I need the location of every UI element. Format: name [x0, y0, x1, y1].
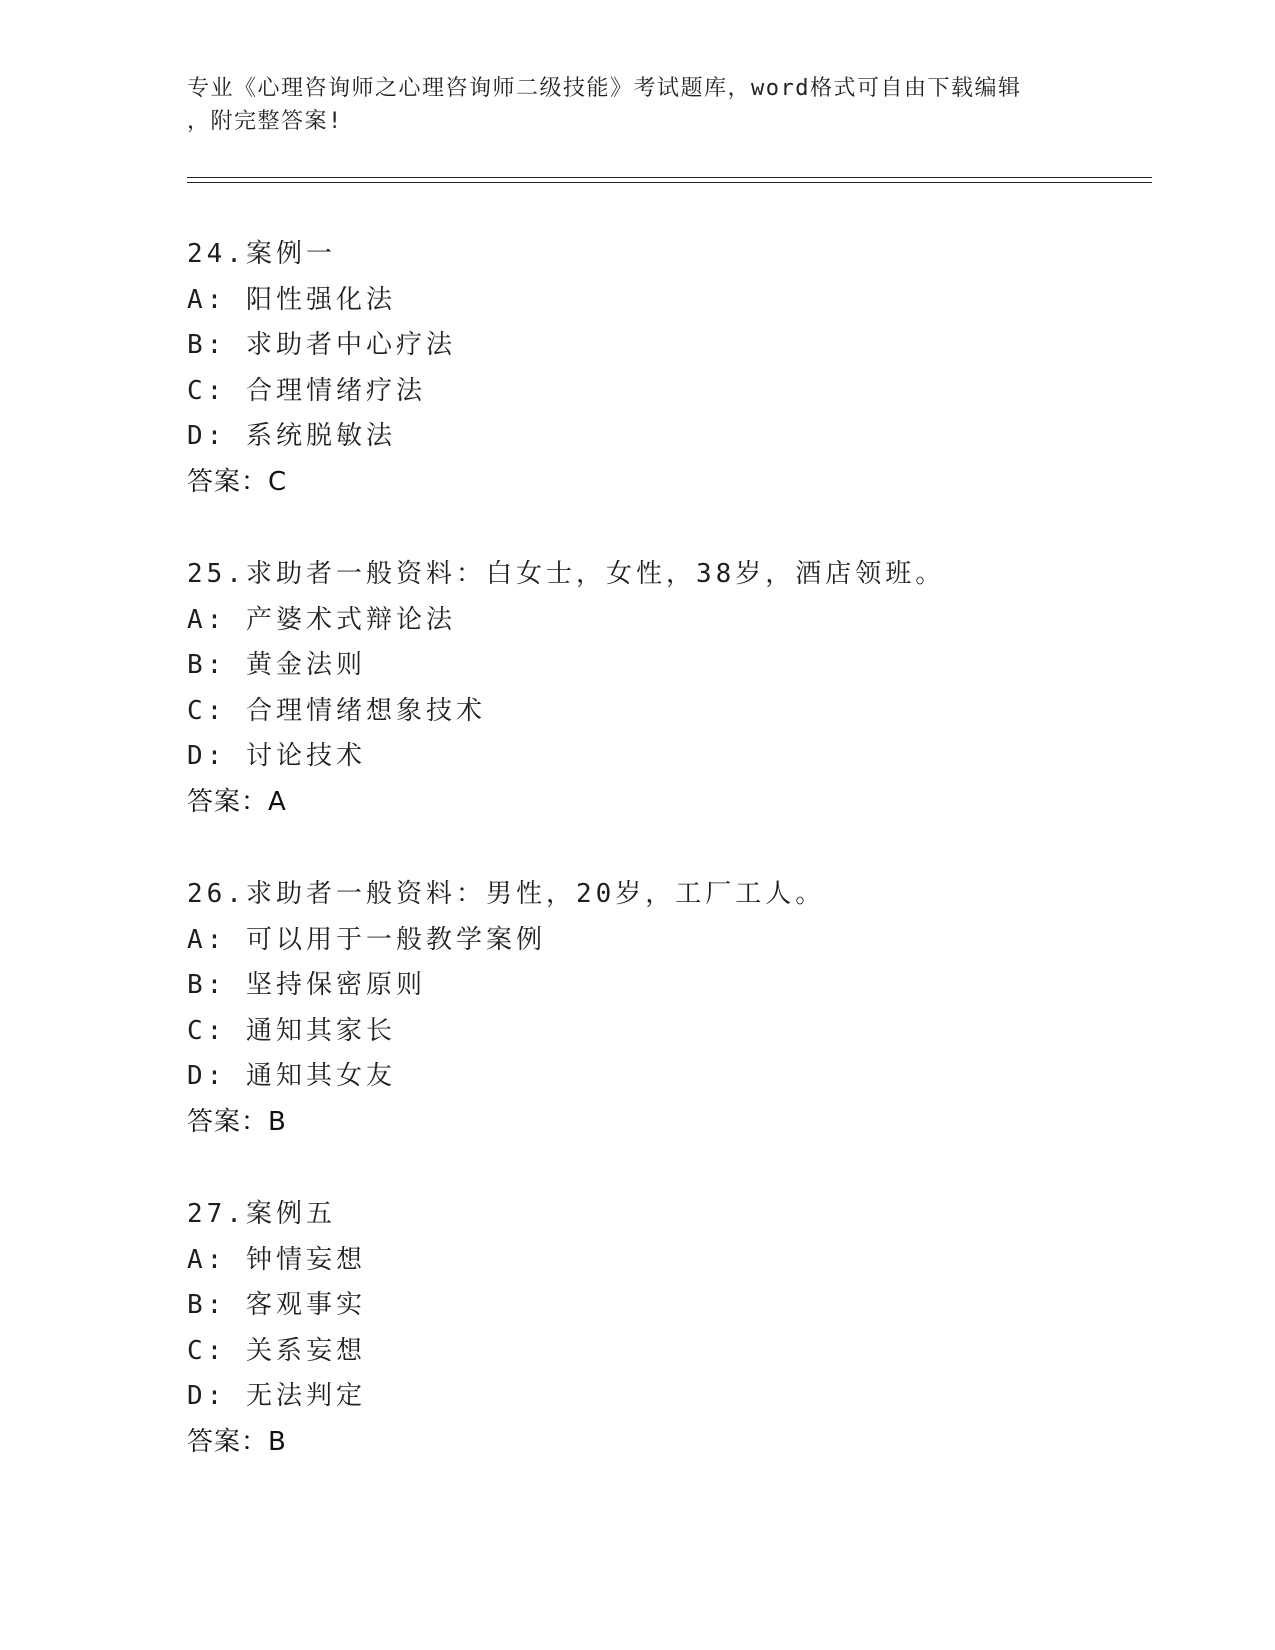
option-c: C: 合理情绪疗法	[187, 375, 426, 406]
option-a: A: 产婆术式辩论法	[187, 604, 456, 635]
header-line-2: ，附完整答案!	[187, 109, 343, 134]
option-d: D: 通知其女友	[187, 1061, 396, 1091]
answer-line: 答案：B	[187, 1426, 287, 1457]
question-stem: 25.求助者一般资料：白女士，女性，38岁，酒店领班。	[187, 559, 946, 589]
option-b: B: 求助者中心疗法	[187, 330, 456, 360]
question-list	[187, 232, 1147, 1512]
question-stem: 26.求助者一般资料：男性，20岁，工厂工人。	[187, 879, 826, 909]
option-d: D: 讨论技术	[187, 741, 366, 771]
question-stem: 27.案例五	[187, 1199, 336, 1229]
option-b: B: 客观事实	[187, 1290, 366, 1320]
option-c: C: 合理情绪想象技术	[187, 695, 486, 726]
option-b: B: 黄金法则	[187, 650, 366, 680]
option-c: C: 关系妄想	[187, 1335, 366, 1366]
question-27	[187, 1192, 1147, 1512]
document-header	[187, 72, 1087, 138]
option-b: B: 坚持保密原则	[187, 970, 426, 1000]
answer-line: 答案：C	[187, 466, 288, 497]
option-c: C: 通知其家长	[187, 1015, 396, 1046]
option-d: D: 无法判定	[187, 1381, 366, 1411]
header-line-1: 专业《心理咨询师之心理咨询师二级技能》考试题库，word格式可自由下载编辑	[187, 76, 1022, 101]
question-stem: 24.案例一	[187, 239, 336, 269]
answer-line: 答案：B	[187, 1106, 287, 1137]
question-24	[187, 232, 1147, 552]
option-a: A: 钟情妄想	[187, 1244, 366, 1275]
option-d: D: 系统脱敏法	[187, 421, 396, 451]
option-a: A: 可以用于一般教学案例	[187, 924, 546, 955]
answer-line: 答案：A	[187, 786, 287, 817]
option-a: A: 阳性强化法	[187, 284, 396, 315]
header-rule-bottom	[187, 182, 1152, 183]
header-rule-top	[187, 177, 1152, 178]
question-26	[187, 872, 1147, 1192]
question-25	[187, 552, 1147, 872]
